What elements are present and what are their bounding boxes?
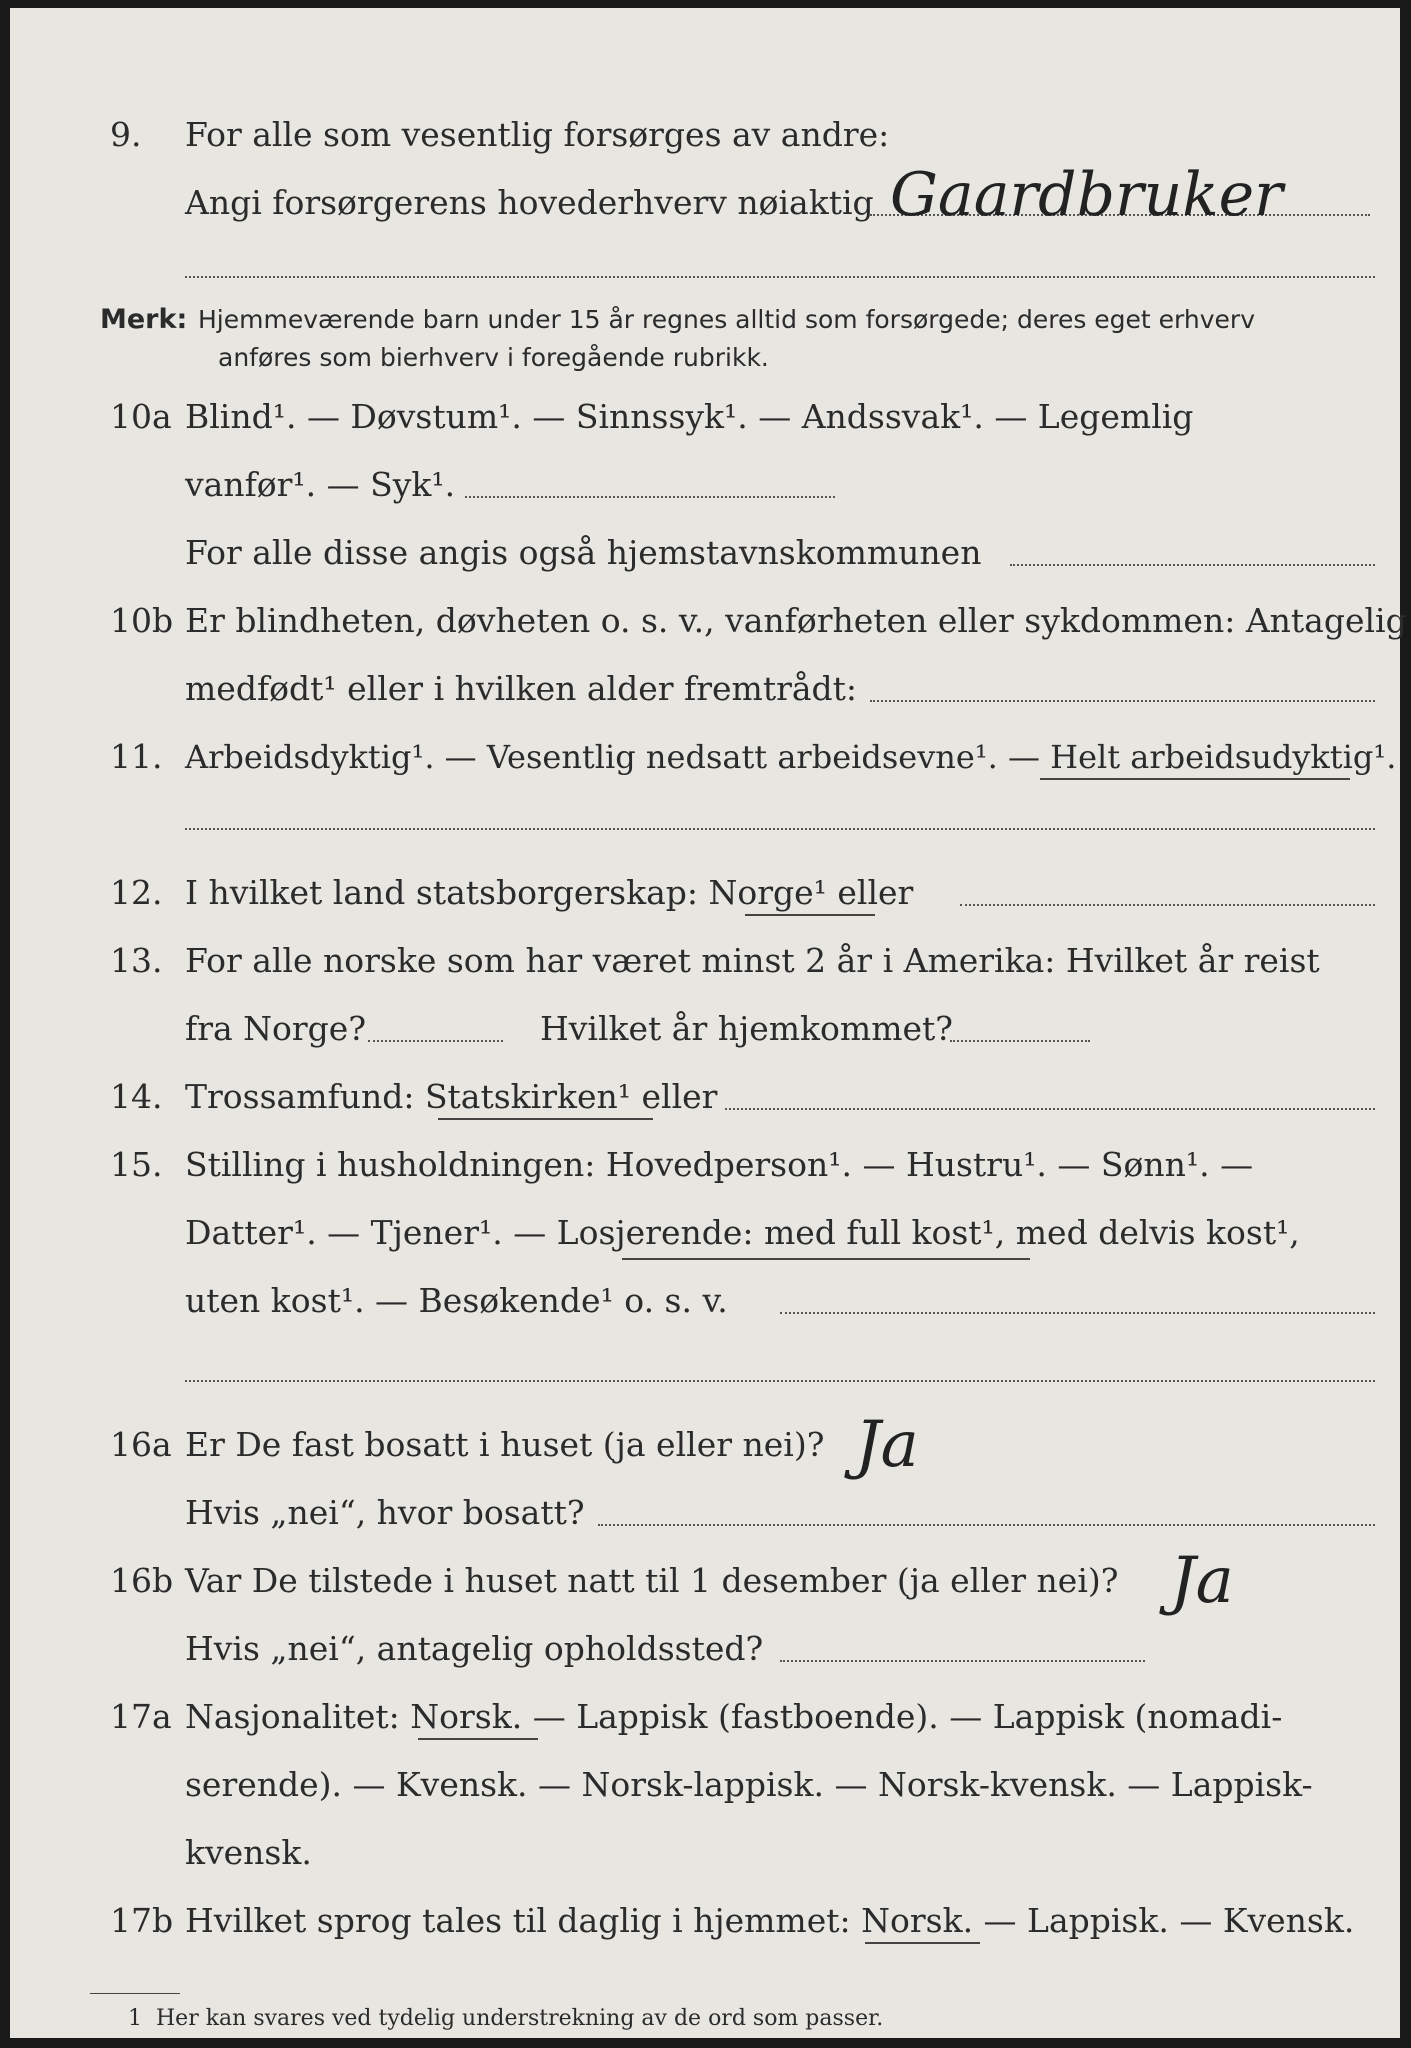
question-number: 9. (110, 115, 142, 154)
answer-line (870, 700, 1375, 702)
answer-line (960, 904, 1375, 906)
question-number: 10a (110, 397, 172, 436)
question-text: Var De tilstede i huset natt til 1 desember (ja eller nei)? (185, 1561, 1119, 1600)
answer-line (185, 276, 1375, 278)
answer-underline (745, 914, 875, 916)
answer-line (598, 1524, 1375, 1526)
footnote-divider (90, 1993, 180, 1994)
question-13-line2 (10, 1004, 1400, 1054)
question-17a-line3 (10, 1828, 1400, 1878)
question-number: 10b (110, 601, 174, 640)
question-11-line1 (10, 732, 1400, 782)
answer-line (185, 828, 1375, 830)
question-text: Hvilket år hjemkommet? (540, 1009, 953, 1048)
note-text: anføres som bierhverv i foregående rubrikk. (218, 343, 769, 372)
question-number: 17b (110, 1901, 174, 1940)
footnote-text: Her kan svares ved tydelig understrekning av de ord som passer. (156, 2006, 884, 2031)
question-16b-line2 (10, 1624, 1400, 1674)
answer-underline (438, 1118, 653, 1120)
question-text: fra Norge? (185, 1009, 367, 1048)
question-text: Stilling i husholdningen: Hovedperson¹. — Hustru¹. — Sønn¹. — (185, 1145, 1254, 1184)
question-text: Er De fast bosatt i huset (ja eller nei)? (185, 1425, 825, 1464)
note-merk-line2 (10, 338, 1400, 378)
question-9-line1 (10, 110, 1400, 160)
answer-underline (865, 1942, 980, 1944)
question-10a-line2 (10, 460, 1400, 510)
question-text: Angi forsørgerens hovederhverv nøiaktig (185, 183, 874, 222)
question-text: kvensk. (185, 1833, 312, 1872)
question-10a-line3 (10, 528, 1400, 578)
question-12-line1 (10, 868, 1400, 918)
question-number: 11. (110, 737, 163, 776)
answer-line (725, 1108, 1375, 1110)
question-17a-line2 (10, 1760, 1400, 1810)
question-number: 16b (110, 1561, 174, 1600)
question-number: 15. (110, 1145, 163, 1184)
question-text: For alle som vesentlig forsørges av andre: (185, 115, 890, 154)
question-10b-line2 (10, 664, 1400, 714)
question-16a-line1 (10, 1420, 1400, 1470)
census-form-page (10, 8, 1407, 2038)
question-text: serende). — Kvensk. — Norsk-lappisk. — Norsk-kvensk. — Lappisk- (185, 1765, 1313, 1804)
question-16a-line2 (10, 1488, 1400, 1538)
answer-line (950, 1040, 1090, 1042)
question-10a-line1 (10, 392, 1400, 442)
footnote-mark: 1 (128, 2006, 142, 2031)
answer-line (1010, 564, 1375, 566)
question-15-line1 (10, 1140, 1400, 1190)
note-merk (10, 300, 1400, 340)
answer-line (465, 496, 835, 498)
question-text: Hvilket sprog tales til daglig i hjemmet: Norsk. — Lappisk. — Kvensk. (185, 1901, 1355, 1940)
question-text: medfødt¹ eller i hvilken alder fremtrådt: (185, 669, 858, 708)
answer-underline (1040, 778, 1350, 780)
answer-line (185, 1380, 1375, 1382)
question-text: Hvis „nei“, hvor bosatt? (185, 1493, 585, 1532)
footnote (128, 2006, 883, 2031)
question-number: 16a (110, 1425, 172, 1464)
note-label: Merk: (100, 304, 188, 335)
handwritten-answer: Ja (1170, 1544, 1234, 1618)
question-10b-line1 (10, 596, 1407, 646)
answer-underline (418, 1738, 538, 1740)
question-text: uten kost¹. — Besøkende¹ o. s. v. (185, 1281, 728, 1320)
question-text: For alle norske som har været minst 2 år i Amerika: Hvilket år reist (185, 941, 1320, 980)
question-number: 14. (110, 1077, 163, 1116)
question-text: Arbeidsdyktig¹. — Vesentlig nedsatt arbeidsevne¹. — Helt arbeidsudyktig¹. (185, 738, 1397, 776)
question-text: vanfør¹. — Syk¹. (185, 465, 456, 504)
handwritten-answer: Gaardbruker (890, 160, 1283, 230)
note-text: Hjemmeværende barn under 15 år regnes alltid som forsørgede; deres eget erhverv (198, 305, 1255, 334)
question-text: I hvilket land statsborgerskap: Norge¹ eller (185, 873, 914, 912)
question-text: Nasjonalitet: Norsk. — Lappisk (fastboende). — Lappisk (nomadi- (185, 1697, 1283, 1736)
answer-line (368, 1040, 503, 1042)
question-17a-line1 (10, 1692, 1400, 1742)
question-text: Blind¹. — Døvstum¹. — Sinnssyk¹. — Andssvak¹. — Legemlig (185, 397, 1194, 436)
answer-line (780, 1660, 1145, 1662)
question-15-line3 (10, 1276, 1400, 1326)
answer-line (780, 1312, 1375, 1314)
question-14-line1 (10, 1072, 1400, 1122)
question-number: 13. (110, 941, 163, 980)
question-text: Datter¹. — Tjener¹. — Losjerende: med full kost¹, med delvis kost¹, (185, 1213, 1300, 1252)
question-17b-line1 (10, 1896, 1400, 1946)
question-text: Trossamfund: Statskirken¹ eller (185, 1077, 718, 1116)
question-text: Er blindheten, døvheten o. s. v., vanførheten eller sykdommen: Antagelig (185, 601, 1407, 640)
question-number: 12. (110, 873, 163, 912)
question-text: Hvis „nei“, antagelig opholdssted? (185, 1629, 764, 1668)
question-15-line2 (10, 1208, 1400, 1258)
question-13-line1 (10, 936, 1400, 986)
question-text: For alle disse angis også hjemstavnskommunen (185, 533, 982, 572)
question-number: 17a (110, 1697, 172, 1736)
handwritten-answer: Ja (855, 1408, 919, 1482)
answer-underline (622, 1258, 1030, 1260)
